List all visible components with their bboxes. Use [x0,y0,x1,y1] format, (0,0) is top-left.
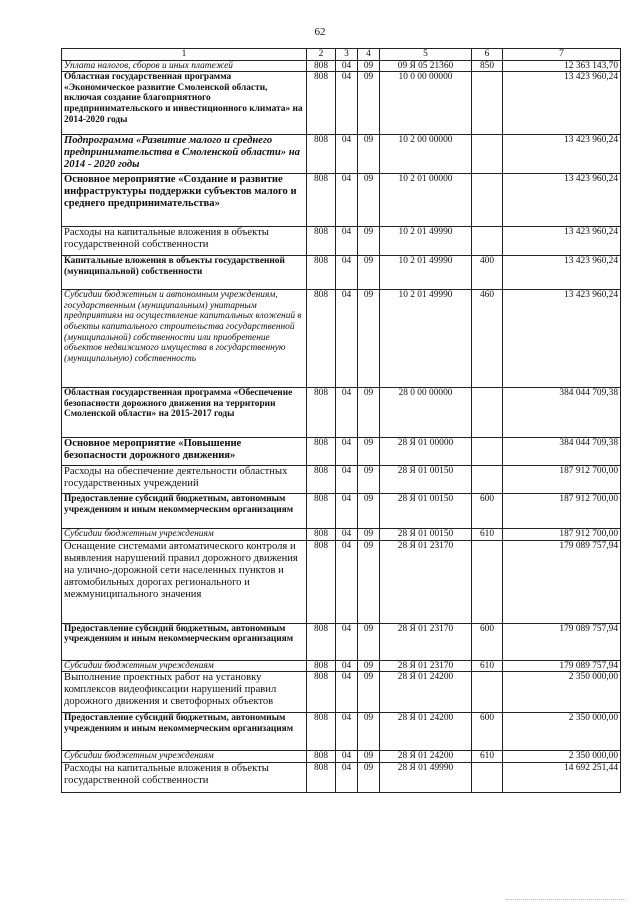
row-name: Областная государственная программа «Обеспечение безопасности дорожного движения на территории Смоленской области» на 2015-2017 годы [62,388,307,438]
table-row [62,60,621,72]
row-ministry-code: 808 [307,174,336,227]
row-target-article: 28 Я 01 49990 [380,762,472,792]
row-amount: 2 350 000,00 [503,672,621,713]
table-row [62,672,621,713]
row-expense-type: 600 [472,494,503,529]
row-ministry-code: 808 [307,660,336,672]
row-ministry-code: 808 [307,713,336,751]
row-subsection: 09 [358,227,380,256]
table-row [62,388,621,438]
budget-table [61,48,621,793]
table-row [62,751,621,763]
row-name: Расходы на капитальные вложения в объекты государственной собственности [62,762,307,792]
row-subsection: 09 [358,466,380,494]
row-target-article: 28 Я 01 00150 [380,529,472,541]
row-expense-type [472,438,503,466]
row-target-article: 10 2 00 00000 [380,135,472,174]
row-amount: 2 350 000,00 [503,751,621,763]
row-amount: 187 912 700,00 [503,466,621,494]
table-row [62,438,621,466]
row-ministry-code: 808 [307,466,336,494]
row-name: Субсидии бюджетным и автономным учреждениям, государственным (муниципальным) унитарным предприятиям на осуществление капитальных вложений в объекты капитального строительства государственной (муниципальной) собственности или приобретение объектов недвижимого имущества в государственную (муниципальную) собственность [62,290,307,388]
row-subsection: 09 [358,494,380,529]
row-expense-type [472,135,503,174]
row-ministry-code: 808 [307,623,336,660]
row-subsection: 09 [358,72,380,135]
row-subsection: 09 [358,660,380,672]
row-target-article: 28 Я 01 23170 [380,660,472,672]
table-body [62,60,621,792]
row-target-article: 28 Я 01 00150 [380,466,472,494]
row-ministry-code: 808 [307,388,336,438]
table-row [62,290,621,388]
row-amount: 13 423 960,24 [503,227,621,256]
row-amount: 384 044 709,38 [503,388,621,438]
row-subsection: 09 [358,529,380,541]
col-header-5: 5 [380,49,472,61]
row-section: 04 [336,388,358,438]
row-subsection: 09 [358,256,380,290]
row-subsection: 09 [358,762,380,792]
row-expense-type: 600 [472,623,503,660]
row-section: 04 [336,540,358,623]
row-target-article: 28 Я 01 24200 [380,751,472,763]
row-expense-type [472,672,503,713]
row-amount: 179 089 757,94 [503,623,621,660]
row-ministry-code: 808 [307,72,336,135]
row-amount: 179 089 757,94 [503,660,621,672]
row-section: 04 [336,466,358,494]
table-row [62,529,621,541]
row-target-article: 28 Я 01 00000 [380,438,472,466]
row-section: 04 [336,529,358,541]
row-subsection: 09 [358,60,380,72]
row-name: Предоставление субсидий бюджетным, автономным учреждениям и иным некоммерческим организациям [62,713,307,751]
row-expense-type: 850 [472,60,503,72]
table-row [62,623,621,660]
row-ministry-code: 808 [307,762,336,792]
row-expense-type [472,227,503,256]
row-name: Подпрограмма «Развитие малого и среднего предпринимательства в Смоленской области» на 2014 - 2020 годы [62,135,307,174]
row-name: Уплата налогов, сборов и иных платежей [62,60,307,72]
row-expense-type [472,540,503,623]
row-amount: 14 692 251,44 [503,762,621,792]
row-target-article: 10 2 01 00000 [380,174,472,227]
row-amount: 187 912 700,00 [503,494,621,529]
row-subsection: 09 [358,290,380,388]
row-subsection: 09 [358,713,380,751]
row-name: Основное мероприятие «Создание и развитие инфраструктуры поддержки субъектов малого и среднего предпринимательства» [62,174,307,227]
row-ministry-code: 808 [307,60,336,72]
row-section: 04 [336,494,358,529]
row-section: 04 [336,713,358,751]
row-expense-type: 610 [472,529,503,541]
row-section: 04 [336,135,358,174]
row-subsection: 09 [358,540,380,623]
row-name: Предоставление субсидий бюджетным, автономным учреждениям и иным некоммерческим организациям [62,494,307,529]
row-target-article: 10 2 01 49990 [380,227,472,256]
table-row [62,174,621,227]
row-ministry-code: 808 [307,540,336,623]
row-section: 04 [336,72,358,135]
row-name: Расходы на капитальные вложения в объекты государственной собственности [62,227,307,256]
row-subsection: 09 [358,751,380,763]
row-ministry-code: 808 [307,438,336,466]
row-amount: 13 423 960,24 [503,135,621,174]
row-section: 04 [336,762,358,792]
row-target-article: 10 0 00 00000 [380,72,472,135]
row-name: Основное мероприятие «Повышение безопасности дорожного движения» [62,438,307,466]
row-subsection: 09 [358,174,380,227]
row-ministry-code: 808 [307,672,336,713]
row-amount: 179 089 757,94 [503,540,621,623]
row-expense-type [472,762,503,792]
row-ministry-code: 808 [307,135,336,174]
table-row [62,660,621,672]
row-target-article: 28 Я 01 24200 [380,672,472,713]
row-ministry-code: 808 [307,290,336,388]
row-name: Областная государственная программа «Экономическое развитие Смоленской области, включая создание благоприятного предпринимательского и инвестиционного климата» на 2014-2020 годы [62,72,307,135]
row-amount: 187 912 700,00 [503,529,621,541]
row-target-article: 28 Я 01 24200 [380,713,472,751]
row-expense-type: 610 [472,660,503,672]
row-target-article: 28 Я 01 00150 [380,494,472,529]
table-row [62,72,621,135]
row-subsection: 09 [358,672,380,713]
row-amount: 13 423 960,24 [503,256,621,290]
row-name: Субсидии бюджетным учреждениям [62,660,307,672]
row-expense-type [472,388,503,438]
row-ministry-code: 808 [307,494,336,529]
row-target-article: 28 Я 01 23170 [380,623,472,660]
table-row [62,227,621,256]
row-name: Капитальные вложения в объекты государственной (муниципальной) собственности [62,256,307,290]
row-section: 04 [336,623,358,660]
row-section: 04 [336,751,358,763]
row-section: 04 [336,290,358,388]
row-subsection: 09 [358,135,380,174]
row-subsection: 09 [358,438,380,466]
row-ministry-code: 808 [307,529,336,541]
row-expense-type [472,72,503,135]
table-row [62,466,621,494]
row-name: Оснащение системами автоматического контроля и выявления нарушений правил дорожного движения на улично-дорожной сети населенных пунктов и автомобильных дорогах регионального и межмуниципального значения [62,540,307,623]
row-subsection: 09 [358,623,380,660]
col-header-2: 2 [307,49,336,61]
row-expense-type: 600 [472,713,503,751]
row-ministry-code: 808 [307,227,336,256]
row-ministry-code: 808 [307,256,336,290]
row-amount: 13 423 960,24 [503,174,621,227]
col-header-7: 7 [503,49,621,61]
row-target-article: 28 0 00 00000 [380,388,472,438]
row-section: 04 [336,227,358,256]
col-header-1: 1 [62,49,307,61]
row-expense-type: 400 [472,256,503,290]
table-row [62,540,621,623]
row-name: Субсидии бюджетным учреждениям [62,751,307,763]
row-ministry-code: 808 [307,751,336,763]
col-header-6: 6 [472,49,503,61]
row-amount: 12 363 143,70 [503,60,621,72]
page-number: 62 [314,26,326,38]
col-header-4: 4 [358,49,380,61]
row-amount: 13 423 960,24 [503,72,621,135]
footer-mark [506,895,626,900]
row-expense-type [472,174,503,227]
table-row [62,713,621,751]
row-subsection: 09 [358,388,380,438]
row-amount: 384 044 709,38 [503,438,621,466]
row-name: Субсидии бюджетным учреждениям [62,529,307,541]
col-header-3: 3 [336,49,358,61]
row-expense-type: 610 [472,751,503,763]
table-row [62,135,621,174]
table-row [62,494,621,529]
row-target-article: 10 2 01 49990 [380,256,472,290]
row-target-article: 28 Я 01 23170 [380,540,472,623]
table-row [62,762,621,792]
row-amount: 2 350 000,00 [503,713,621,751]
header-row [62,49,621,61]
table-row [62,256,621,290]
row-target-article: 10 2 01 49990 [380,290,472,388]
row-section: 04 [336,660,358,672]
row-amount: 13 423 960,24 [503,290,621,388]
row-name: Выполнение проектных работ на установку комплексов видеофиксации нарушений правил дорожного движения и светофорных объектов [62,672,307,713]
row-expense-type: 460 [472,290,503,388]
row-name: Расходы на обеспечение деятельности областных государственных учреждений [62,466,307,494]
row-section: 04 [336,174,358,227]
row-section: 04 [336,256,358,290]
row-expense-type [472,466,503,494]
row-section: 04 [336,60,358,72]
row-target-article: 09 Я 05 21360 [380,60,472,72]
row-name: Предоставление субсидий бюджетным, автономным учреждениям и иным некоммерческим организациям [62,623,307,660]
row-section: 04 [336,438,358,466]
row-section: 04 [336,672,358,713]
